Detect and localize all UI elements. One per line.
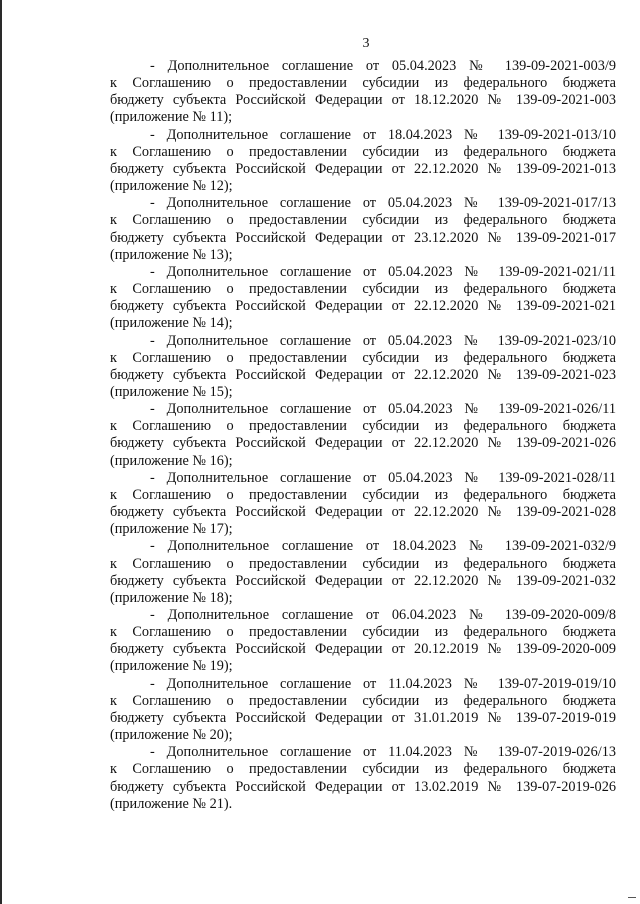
list-item — [110, 195, 616, 264]
item-appendix-ref: (приложение № 18); — [110, 589, 233, 606]
item-line: бюджету субъекта Российской Федерации от 22.12.2020 № 139-09-2021-023 — [110, 366, 616, 383]
item-appendix-ref: (приложение № 19); — [110, 658, 233, 675]
item-appendix-ref: (приложение № 14); — [110, 315, 233, 332]
item-appendix-ref: (приложение № 17); — [110, 521, 233, 538]
list-item — [110, 58, 616, 127]
item-line: к Соглашению о предоставлении субсидии из федерального бюджета — [110, 418, 616, 435]
item-appendix-ref: (приложение № 16); — [110, 452, 233, 469]
list-item — [110, 744, 616, 813]
item-line: бюджету субъекта Российской Федерации от 18.12.2020 № 139-09-2021-003 — [110, 92, 616, 109]
item-appendix-ref: (приложение № 11); — [110, 109, 233, 126]
page-edge-line — [0, 0, 2, 904]
item-line: к Соглашению о предоставлении субсидии из федерального бюджета — [110, 349, 616, 366]
list-item — [110, 470, 616, 539]
item-appendix-ref: (приложение № 13); — [110, 246, 233, 263]
list-item — [110, 333, 616, 402]
scan-corner-mark — [628, 897, 636, 898]
item-lead-line: - Дополнительное соглашение от 05.04.2023 № 139-09-2021-026/11 — [150, 401, 616, 418]
item-line: бюджету субъекта Российской Федерации от 22.12.2020 № 139-09-2021-021 — [110, 298, 616, 315]
item-line: к Соглашению о предоставлении субсидии из федерального бюджета — [110, 281, 616, 298]
page-number: 3 — [362, 36, 370, 51]
list-item — [110, 264, 616, 333]
item-lead-line: - Дополнительное соглашение от 11.04.2023 № 139-07-2019-026/13 — [150, 744, 616, 761]
item-lead-line: - Дополнительное соглашение от 18.04.2023 № 139-09-2021-013/10 — [150, 126, 616, 143]
item-appendix-ref: (приложение № 12); — [110, 178, 233, 195]
item-lead-line: - Дополнительное соглашение от 06.04.2023 № 139-09-2020-009/8 — [150, 607, 616, 623]
item-lead-line: - Дополнительное соглашение от 05.04.2023 № 139-09-2021-028/11 — [150, 469, 616, 486]
item-line: бюджету субъекта Российской Федерации от 22.12.2020 № 139-09-2021-013 — [110, 160, 616, 177]
item-line: к Соглашению о предоставлении субсидии из федерального бюджета — [110, 486, 616, 503]
item-lead-line: - Дополнительное соглашение от 11.04.2023 № 139-07-2019-019/10 — [150, 675, 616, 692]
item-lead-line: - Дополнительное соглашение от 05.04.2023 № 139-09-2021-003/9 — [150, 58, 616, 74]
item-line: бюджету субъекта Российской Федерации от 31.01.2019 № 139-07-2019-019 — [110, 709, 616, 726]
list-item — [110, 607, 616, 676]
item-lead-line: - Дополнительное соглашение от 05.04.2023 № 139-09-2021-017/13 — [150, 195, 616, 212]
item-line: к Соглашению о предоставлении субсидии из федерального бюджета — [110, 75, 616, 92]
item-line: к Соглашению о предоставлении субсидии из федерального бюджета — [110, 212, 616, 229]
item-lead-line: - Дополнительное соглашение от 05.04.2023 № 139-09-2021-021/11 — [150, 263, 616, 280]
list-item — [110, 401, 616, 470]
item-line: к Соглашению о предоставлении субсидии из федерального бюджета — [110, 624, 616, 641]
item-line: к Соглашению о предоставлении субсидии из федерального бюджета — [110, 555, 616, 572]
list-item — [110, 676, 616, 745]
list-item — [110, 127, 616, 196]
item-line: бюджету субъекта Российской Федерации от 22.12.2020 № 139-09-2021-032 — [110, 572, 616, 589]
item-line: бюджету субъекта Российской Федерации от 22.12.2020 № 139-09-2021-026 — [110, 435, 616, 452]
item-line: к Соглашению о предоставлении субсидии из федерального бюджета — [110, 143, 616, 160]
item-line: бюджету субъекта Российской Федерации от 13.02.2019 № 139-07-2019-026 — [110, 778, 616, 795]
list-item — [110, 538, 616, 607]
item-appendix-ref: (приложение № 15); — [110, 383, 233, 400]
document-body — [110, 58, 616, 813]
item-line: бюджету субъекта Российской Федерации от 23.12.2020 № 139-09-2021-017 — [110, 229, 616, 246]
item-line: к Соглашению о предоставлении субсидии из федерального бюджета — [110, 761, 616, 778]
item-appendix-ref: (приложение № 21). — [110, 795, 233, 812]
item-lead-line: - Дополнительное соглашение от 05.04.2023 № 139-09-2021-023/10 — [150, 332, 616, 349]
item-line: бюджету субъекта Российской Федерации от 22.12.2020 № 139-09-2021-028 — [110, 504, 616, 521]
item-appendix-ref: (приложение № 20); — [110, 727, 233, 744]
item-line: бюджету субъекта Российской Федерации от 20.12.2019 № 139-09-2020-009 — [110, 641, 616, 658]
item-lead-line: - Дополнительное соглашение от 18.04.2023 № 139-09-2021-032/9 — [150, 538, 616, 555]
item-line: к Соглашению о предоставлении субсидии из федерального бюджета — [110, 692, 616, 709]
